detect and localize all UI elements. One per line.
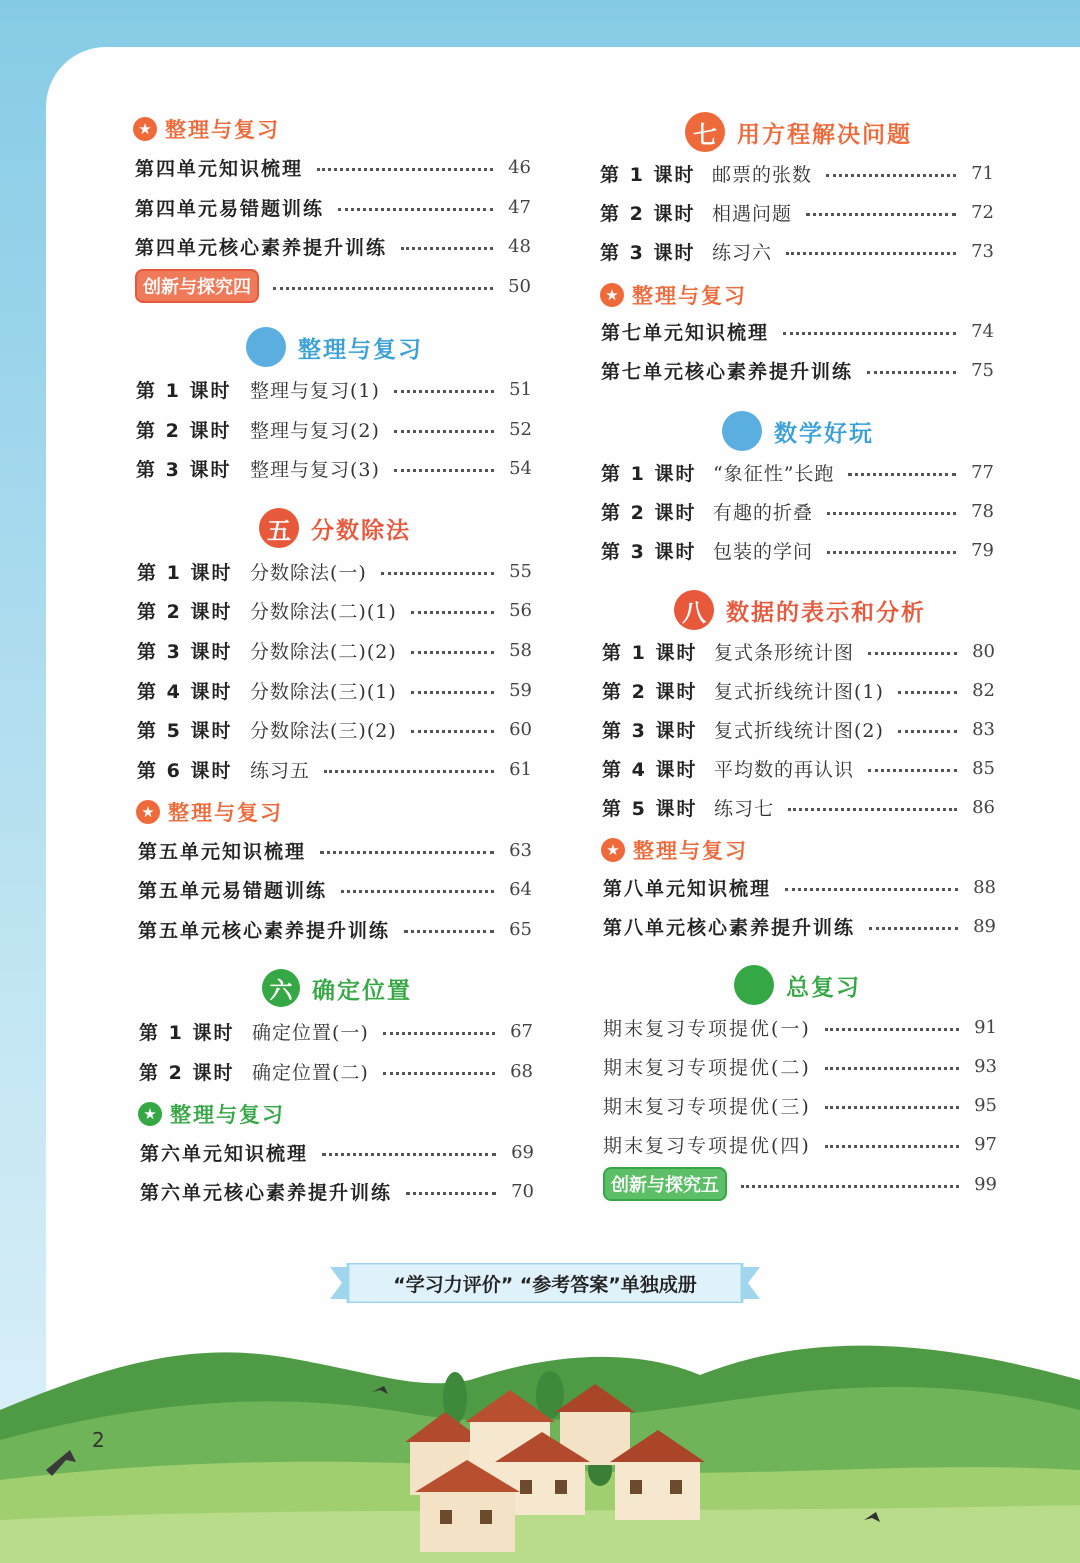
unit-badge xyxy=(734,965,774,1005)
unit-heading xyxy=(262,969,412,1007)
entry-title: 第八单元知识梳理 xyxy=(603,877,772,900)
page-ref: 75 xyxy=(971,359,994,381)
page-ref: 60 xyxy=(509,718,532,740)
toc-row[interactable] xyxy=(140,1176,534,1206)
page-ref: 88 xyxy=(973,876,996,898)
page-number: 2 xyxy=(92,1428,105,1452)
unit-badge xyxy=(722,411,762,451)
leader-dots xyxy=(317,168,493,171)
lesson-number: 第 1 课时 xyxy=(601,462,697,485)
entry-title: 第七单元核心素养提升训练 xyxy=(601,360,854,383)
lesson-title: 整理与复习(2) xyxy=(250,419,380,442)
review-title: 整理与复习 xyxy=(165,118,280,142)
toc-row[interactable] xyxy=(136,453,532,483)
page-ref: 54 xyxy=(509,457,532,479)
page-ref: 47 xyxy=(508,196,531,218)
review-title: 整理与复习 xyxy=(170,1103,285,1127)
page-ref: 99 xyxy=(974,1173,997,1195)
lesson-title: 确定位置(二) xyxy=(252,1061,369,1084)
entry-title: 第五单元核心素养提升训练 xyxy=(138,919,391,942)
page-ref: 68 xyxy=(510,1060,533,1082)
landscape-illustration xyxy=(0,1320,1080,1563)
unit-badge: 七 xyxy=(685,112,725,152)
lesson-number: 第 3 课时 xyxy=(600,241,696,264)
toc-row[interactable] xyxy=(601,535,994,565)
entry-title: 期末复习专项提优(三) xyxy=(603,1095,811,1118)
review-heading xyxy=(600,280,747,310)
toc-row[interactable] xyxy=(135,152,531,182)
toc-row[interactable] xyxy=(602,792,995,822)
toc-row[interactable] xyxy=(137,675,532,705)
lesson-number: 第 1 课时 xyxy=(602,641,698,664)
leader-dots xyxy=(394,430,494,433)
leader-dots xyxy=(868,652,957,655)
lesson-title: 分数除法(一) xyxy=(250,561,367,584)
review-heading xyxy=(138,1099,285,1129)
lesson-number: 第 3 课时 xyxy=(601,540,697,563)
lesson-title: 分数除法(三)(2) xyxy=(250,719,397,742)
page-ref: 61 xyxy=(509,758,532,780)
lesson-number: 第 2 课时 xyxy=(602,680,698,703)
unit-heading xyxy=(734,965,861,1005)
lesson-number: 第 2 课时 xyxy=(137,600,233,623)
page-ref: 48 xyxy=(508,235,531,257)
banner-ribbon xyxy=(330,1263,760,1303)
page-ref: 70 xyxy=(511,1180,534,1202)
toc-row[interactable] xyxy=(135,271,531,301)
leader-dots xyxy=(806,213,956,216)
unit-badge: 五 xyxy=(259,508,299,548)
page-ref: 50 xyxy=(508,275,531,297)
leader-dots xyxy=(785,888,958,891)
lesson-title: 复式折线统计图(2) xyxy=(714,719,884,742)
leader-dots xyxy=(322,1153,496,1156)
page-ref: 95 xyxy=(974,1094,997,1116)
page-ref: 89 xyxy=(973,915,996,937)
page-ref: 79 xyxy=(971,539,994,561)
lesson-number: 第 4 课时 xyxy=(602,758,698,781)
lesson-title: “象征性”长跑 xyxy=(713,462,835,485)
review-heading xyxy=(133,114,280,144)
leader-dots xyxy=(826,174,956,177)
lesson-title: 整理与复习(1) xyxy=(250,379,380,402)
lesson-title: 平均数的再认识 xyxy=(714,758,855,781)
page-ref: 52 xyxy=(509,418,532,440)
toc-row[interactable] xyxy=(138,874,532,904)
leader-dots xyxy=(341,890,494,893)
toc-row[interactable] xyxy=(135,192,531,222)
page-ref: 56 xyxy=(509,599,532,621)
toc-row[interactable] xyxy=(602,753,995,783)
lesson-number: 第 3 课时 xyxy=(602,719,698,742)
page-ref: 51 xyxy=(509,378,532,400)
lesson-number: 第 5 课时 xyxy=(602,797,698,820)
toc-row[interactable] xyxy=(601,457,994,487)
leader-dots xyxy=(827,551,956,554)
lesson-number: 第 1 课时 xyxy=(139,1021,235,1044)
entry-title: 第六单元核心素养提升训练 xyxy=(140,1181,393,1204)
star-icon: ★ xyxy=(136,800,160,824)
leader-dots xyxy=(825,1028,959,1031)
lesson-number: 第 3 课时 xyxy=(136,458,232,481)
lesson-title: 相遇问题 xyxy=(712,202,793,225)
page-ref: 74 xyxy=(971,320,994,342)
toc-row[interactable] xyxy=(600,236,994,266)
toc-row[interactable] xyxy=(137,754,532,784)
page-ref: 83 xyxy=(972,718,995,740)
lesson-number: 第 2 课时 xyxy=(136,419,232,442)
leader-dots xyxy=(867,371,956,374)
lesson-number: 第 6 课时 xyxy=(137,759,233,782)
entry-title: 第八单元核心素养提升训练 xyxy=(603,916,856,939)
page-ref: 85 xyxy=(972,757,995,779)
toc-row[interactable] xyxy=(137,595,532,625)
leader-dots xyxy=(786,252,956,255)
leader-dots xyxy=(825,1106,959,1109)
unit-title: 确定位置 xyxy=(312,977,412,1004)
entry-title: 期末复习专项提优(二) xyxy=(603,1056,811,1079)
entry-title: 第四单元核心素养提升训练 xyxy=(135,236,388,259)
toc-row[interactable] xyxy=(603,1129,997,1159)
toc-row[interactable] xyxy=(139,1016,533,1046)
toc-row[interactable] xyxy=(601,316,994,346)
lesson-title: 整理与复习(3) xyxy=(250,458,380,481)
leader-dots xyxy=(383,1032,495,1035)
toc-row[interactable] xyxy=(601,496,994,526)
lesson-number: 第 3 课时 xyxy=(137,640,233,663)
lesson-title: 复式条形统计图 xyxy=(714,641,855,664)
leader-dots xyxy=(869,927,958,930)
toc-row[interactable] xyxy=(140,1137,534,1167)
page-ref: 69 xyxy=(511,1141,534,1163)
entry-title: 第五单元易错题训练 xyxy=(138,879,328,902)
toc-row[interactable] xyxy=(139,1056,533,1086)
lesson-title: 有趣的折叠 xyxy=(713,501,814,524)
entry-title: 期末复习专项提优(四) xyxy=(603,1134,811,1157)
unit-heading xyxy=(246,327,423,367)
unit-badge: 六 xyxy=(262,969,300,1007)
leader-dots xyxy=(394,469,494,472)
leader-dots xyxy=(381,572,494,575)
page-ref: 64 xyxy=(509,878,532,900)
toc-row[interactable] xyxy=(602,714,995,744)
page-ref: 67 xyxy=(510,1020,533,1042)
entry-title: 第五单元知识梳理 xyxy=(138,840,307,863)
lesson-number: 第 4 课时 xyxy=(137,680,233,703)
page-ref: 86 xyxy=(972,796,995,818)
toc-row[interactable] xyxy=(136,374,532,404)
lesson-number: 第 2 课时 xyxy=(601,501,697,524)
leader-dots xyxy=(324,770,494,773)
entry-title: 第四单元易错题训练 xyxy=(135,197,325,220)
toc-row[interactable] xyxy=(137,635,532,665)
toc-row[interactable] xyxy=(135,231,531,261)
unit-heading xyxy=(685,112,912,152)
leader-dots xyxy=(783,332,956,335)
toc-row[interactable] xyxy=(600,197,994,227)
page-ref: 97 xyxy=(974,1133,997,1155)
unit-title: 数据的表示和分析 xyxy=(726,599,926,626)
leader-dots xyxy=(868,769,957,772)
lesson-number: 第 1 课时 xyxy=(136,379,232,402)
leader-dots xyxy=(898,691,957,694)
leader-dots xyxy=(411,651,494,654)
page-ref: 82 xyxy=(972,679,995,701)
toc-row[interactable] xyxy=(138,835,532,865)
toc-row[interactable] xyxy=(136,414,532,444)
lesson-number: 第 2 课时 xyxy=(139,1061,235,1084)
leader-dots xyxy=(848,473,956,476)
page-ref: 73 xyxy=(971,240,994,262)
lesson-number: 第 2 课时 xyxy=(600,202,696,225)
star-icon: ★ xyxy=(138,1102,162,1126)
unit-title: 用方程解决问题 xyxy=(737,121,912,148)
toc-row[interactable] xyxy=(137,556,532,586)
toc-row[interactable] xyxy=(603,1090,997,1120)
review-title: 整理与复习 xyxy=(632,284,747,308)
page-ref: 77 xyxy=(971,461,994,483)
page-ref: 78 xyxy=(971,500,994,522)
lesson-number: 第 1 课时 xyxy=(137,561,233,584)
lesson-title: 分数除法(二)(2) xyxy=(250,640,397,663)
entry-title: 第六单元知识梳理 xyxy=(140,1142,309,1165)
page-ref: 65 xyxy=(509,918,532,940)
lesson-title: 练习七 xyxy=(714,797,775,820)
unit-title: 整理与复习 xyxy=(298,336,423,363)
leader-dots xyxy=(273,287,493,290)
leader-dots xyxy=(411,730,494,733)
leader-dots xyxy=(401,247,493,250)
lesson-title: 练习六 xyxy=(712,241,773,264)
lesson-title: 确定位置(一) xyxy=(252,1021,369,1044)
leader-dots xyxy=(411,611,494,614)
toc-row[interactable] xyxy=(603,872,996,902)
leader-dots xyxy=(383,1072,495,1075)
page-ref: 71 xyxy=(971,162,994,184)
unit-heading xyxy=(259,508,411,548)
unit-heading xyxy=(674,590,926,630)
page-ref: 59 xyxy=(509,679,532,701)
entry-title: 第七单元知识梳理 xyxy=(601,321,770,344)
leader-dots xyxy=(411,691,494,694)
page-ref: 93 xyxy=(974,1055,997,1077)
leader-dots xyxy=(788,808,957,811)
leader-dots xyxy=(898,730,957,733)
leader-dots xyxy=(825,1145,959,1148)
lesson-title: 邮票的张数 xyxy=(712,163,813,186)
page-ref: 80 xyxy=(972,640,995,662)
star-icon: ★ xyxy=(600,283,624,307)
review-title: 整理与复习 xyxy=(168,801,283,825)
unit-badge: 八 xyxy=(674,590,714,630)
leader-dots xyxy=(338,208,493,211)
leader-dots xyxy=(827,512,956,515)
unit-heading xyxy=(722,411,874,451)
lesson-number: 第 5 课时 xyxy=(137,719,233,742)
leader-dots xyxy=(406,1192,496,1195)
lesson-title: 分数除法(二)(1) xyxy=(250,600,397,623)
page-ref: 58 xyxy=(509,639,532,661)
toc-row[interactable] xyxy=(137,714,532,744)
toc-row[interactable] xyxy=(602,636,995,666)
page-ref: 72 xyxy=(971,201,994,223)
explore-tag: 创新与探究五 xyxy=(603,1167,727,1201)
entry-title: 第四单元知识梳理 xyxy=(135,157,304,180)
unit-badge xyxy=(246,327,286,367)
entry-title: 期末复习专项提优(一) xyxy=(603,1017,811,1040)
toc-row[interactable] xyxy=(603,911,996,941)
unit-title: 总复习 xyxy=(786,974,861,1001)
star-icon: ★ xyxy=(133,117,157,141)
review-heading xyxy=(601,835,748,865)
page-ref: 91 xyxy=(974,1016,997,1038)
toc-row[interactable] xyxy=(603,1169,997,1199)
leader-dots xyxy=(394,390,494,393)
banner-text: “学习力评价” “参考答案”单独成册 xyxy=(393,1273,697,1296)
toc-row[interactable] xyxy=(600,158,994,188)
toc-row[interactable] xyxy=(602,675,995,705)
leader-dots xyxy=(825,1067,959,1070)
lesson-title: 复式折线统计图(1) xyxy=(714,680,884,703)
toc-row[interactable] xyxy=(138,914,532,944)
leader-dots xyxy=(404,930,494,933)
star-icon: ★ xyxy=(601,838,625,862)
page-ref: 46 xyxy=(508,156,531,178)
page-ref: 63 xyxy=(509,839,532,861)
lesson-title: 练习五 xyxy=(250,759,311,782)
toc-row[interactable] xyxy=(601,355,994,385)
leader-dots xyxy=(320,851,494,854)
leader-dots xyxy=(741,1185,959,1188)
lesson-number: 第 1 课时 xyxy=(600,163,696,186)
toc-row[interactable] xyxy=(603,1012,997,1042)
explore-tag: 创新与探究四 xyxy=(135,269,259,303)
review-heading xyxy=(136,797,283,827)
page-ref: 55 xyxy=(509,560,532,582)
unit-title: 数学好玩 xyxy=(774,420,874,447)
lesson-title: 包装的学问 xyxy=(713,540,814,563)
lesson-title: 分数除法(三)(1) xyxy=(250,680,397,703)
unit-title: 分数除法 xyxy=(311,517,411,544)
review-title: 整理与复习 xyxy=(633,839,748,863)
toc-row[interactable] xyxy=(603,1051,997,1081)
